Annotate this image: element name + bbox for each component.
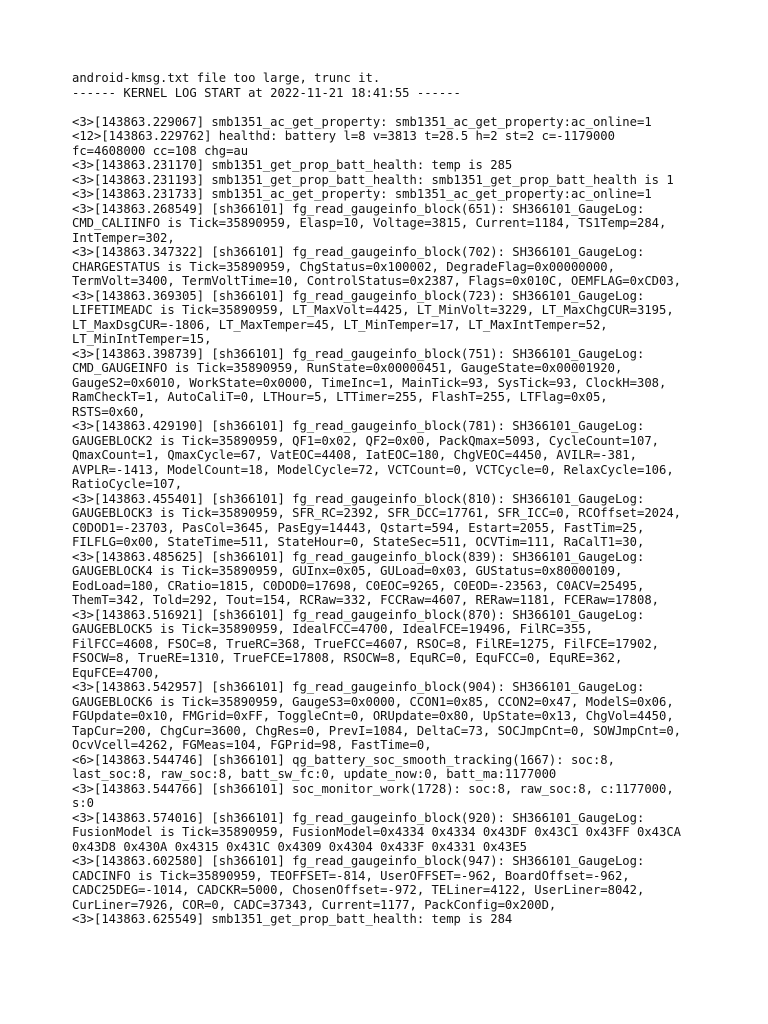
- log-line: fc=4608000 cc=108 chg=au: [72, 143, 249, 158]
- header-line: android-kmsg.txt file too large, trunc it.: [72, 71, 381, 85]
- log-line: EquFCE=4700,: [72, 665, 161, 680]
- log-line: <3>[143863.602580] [sh366101] fg_read_gaugeinfo_block(947): SH366101_GaugeLog:: [72, 854, 645, 868]
- log-line: RamCheckT=1, AutoCaliT=0, LTHour=5, LTTimer=255, FlashT=255, LTFlag=0x05,: [72, 390, 608, 404]
- log-line: <3>[143863.231170] smb1351_get_prop_batt_health: temp is 285: [72, 158, 513, 172]
- log-line: FGUpdate=0x10, FMGrid=0xFF, ToggleCnt=0, ORUpdate=0x80, UpState=0x13, ChgVol=4450,: [72, 709, 674, 723]
- log-line: CADCINFO is Tick=35890959, TEOFFSET=-814, UserOFFSET=-962, BoardOffset=-962,: [72, 868, 630, 883]
- kernel-log-start-line: ------ KERNEL LOG START at 2022-11-21 18:41:55 ------: [72, 85, 461, 100]
- log-line: CADC25DEG=-1014, CADCKR=5000, ChosenOffset=-972, TELiner=4122, UserLiner=8042,: [72, 883, 645, 897]
- log-line: <3>[143863.268549] [sh366101] fg_read_gaugeinfo_block(651): SH366101_GaugeLog:: [72, 201, 645, 216]
- log-line: LT_MaxDsgCUR=-1806, LT_MaxTemper=45, LT_MinTemper=17, LT_MaxIntTemper=52,: [72, 317, 608, 332]
- log-line: CHARGESTATUS is Tick=35890959, ChgStatus=0x100002, DegradeFlag=0x00000000,: [72, 259, 615, 274]
- log-line: GAUGEBLOCK5 is Tick=35890959, IdealFCC=4700, IdealFCE=19496, FilRC=355,: [72, 622, 593, 636]
- log-line: CMD_GAUGEINFO is Tick=35890959, RunState=0x00000451, GaugeState=0x00001920,: [72, 361, 623, 375]
- log-line: <3>[143863.231193] smb1351_get_prop_batt_health: smb1351_get_prop_batt_health is 1: [72, 172, 674, 187]
- log-line: FSOCW=8, TrueRE=1310, TrueFCE=17808, RSOCW=8, EquRC=0, EquFCC=0, EquRE=362,: [72, 651, 623, 665]
- log-line: EodLoad=180, CRatio=1815, C0DOD0=17698, C0EOC=9265, C0EOD=-23563, C0ACV=25495,: [72, 578, 645, 593]
- log-line: IntTemper=302,: [72, 230, 175, 245]
- log-line: <3>[143863.429190] [sh366101] fg_read_gaugeinfo_block(781): SH366101_GaugeLog:: [72, 419, 645, 433]
- log-line: <3>[143863.229067] smb1351_ac_get_property: smb1351_ac_get_property:ac_online=1: [72, 114, 652, 129]
- log-line: FusionModel is Tick=35890959, FusionModel=0x4334 0x4334 0x43DF 0x43C1 0x43FF 0x43CA: [72, 825, 682, 839]
- log-line: QmaxCount=1, QmaxCycle=67, VatEOC=4408, IatEOC=180, ChgVEOC=4450, AVILR=-381,: [72, 448, 637, 462]
- blank-line: [72, 100, 712, 115]
- log-line: <12>[143863.229762] healthd: battery l=8 v=3813 t=28.5 h=2 st=2 c=-1179000: [72, 129, 615, 143]
- log-line: CMD_CALIINFO is Tick=35890959, Elasp=10, Voltage=3815, Current=1184, TS1Temp=284,: [72, 216, 667, 230]
- log-line: TermVolt=3400, TermVoltTime=10, ControlStatus=0x2387, Flags=0x010C, OEMFLAG=0xCD03,: [72, 274, 682, 288]
- log-line: GAUGEBLOCK4 is Tick=35890959, GUInx=0x05, GULoad=0x03, GUStatus=0x80000109,: [72, 564, 623, 578]
- log-line: <3>[143863.485625] [sh366101] fg_read_gaugeinfo_block(839): SH366101_GaugeLog:: [72, 549, 645, 564]
- log-line: CurLiner=7926, COR=0, CADC=37343, Current=1177, PackConfig=0x200D,: [72, 897, 557, 912]
- log-line: <6>[143863.544746] [sh366101] qg_battery_soc_smooth_tracking(1667): soc:8,: [72, 752, 615, 767]
- log-line: <3>[143863.347322] [sh366101] fg_read_gaugeinfo_block(702): SH366101_GaugeLog:: [72, 245, 645, 259]
- log-line: <3>[143863.544766] [sh366101] soc_monitor_work(1728): soc:8, raw_soc:8, c:1177000,: [72, 781, 674, 796]
- log-line: ThemT=342, Told=292, Tout=154, RCRaw=332, FCCRaw=4607, RERaw=1181, FCERaw=17808,: [72, 593, 659, 607]
- log-line: <3>[143863.516921] [sh366101] fg_read_gaugeinfo_block(870): SH366101_GaugeLog:: [72, 607, 645, 622]
- log-line: TapCur=200, ChgCur=3600, ChgRes=0, PrevI=1084, DeltaC=73, SOCJmpCnt=0, SOWJmpCnt=0,: [72, 723, 682, 738]
- log-line: <3>[143863.398739] [sh366101] fg_read_gaugeinfo_block(751): SH366101_GaugeLog:: [72, 346, 645, 361]
- log-line: OcvVcell=4262, FGMeas=104, FGPrid=98, FastTime=0,: [72, 738, 432, 752]
- log-line: GAUGEBLOCK6 is Tick=35890959, GaugeS3=0x0000, CCON1=0x85, CCON2=0x47, ModelS=0x06,: [72, 694, 674, 709]
- log-line: s:0: [72, 796, 95, 810]
- log-line: last_soc:8, raw_soc:8, batt_sw_fc:0, update_now:0, batt_ma:1177000: [72, 767, 557, 781]
- log-line: LIFETIMEADC is Tick=35890959, LT_MaxVolt=4425, LT_MinVolt=3229, LT_MaxChgCUR=3195,: [72, 303, 674, 317]
- log-line: FilFCC=4608, FSOC=8, TrueRC=368, TrueFCC=4607, RSOC=8, FilRE=1275, FilFCE=17902,: [72, 636, 659, 651]
- log-line: <3>[143863.574016] [sh366101] fg_read_gaugeinfo_block(920): SH366101_GaugeLog:: [72, 810, 645, 825]
- log-line: 0x43D8 0x430A 0x4315 0x431C 0x4309 0x4304 0x433F 0x4331 0x43E5: [72, 839, 527, 854]
- log-line: AVPLR=-1413, ModelCount=18, ModelCycle=72, VCTCount=0, VCTCycle=0, RelaxCycle=106,: [72, 462, 674, 477]
- log-line: GAUGEBLOCK3 is Tick=35890959, SFR_RC=2392, SFR_DCC=17761, SFR_ICC=0, RCOffset=2024,: [72, 506, 682, 520]
- log-line: <3>[143863.542957] [sh366101] fg_read_gaugeinfo_block(904): SH366101_GaugeLog:: [72, 680, 645, 694]
- log-line: GaugeS2=0x6010, WorkState=0x0000, TimeInc=1, MainTick=93, SysTick=93, ClockH=308,: [72, 375, 667, 390]
- log-line: <3>[143863.625549] smb1351_get_prop_batt_health: temp is 284: [72, 912, 513, 926]
- log-lines: [72, 115, 712, 927]
- log-line: RatioCycle=107,: [72, 477, 183, 491]
- log-line: C0DOD1=-23703, PasCol=3645, PasEgy=14443, Qstart=594, Estart=2055, FastTim=25,: [72, 520, 645, 535]
- log-line: LT_MinIntTemper=15,: [72, 332, 212, 346]
- log-line: <3>[143863.231733] smb1351_ac_get_property: smb1351_ac_get_property:ac_online=1: [72, 187, 652, 201]
- log-line: GAUGEBLOCK2 is Tick=35890959, QF1=0x02, QF2=0x00, PackQmax=5093, CycleCount=107,: [72, 433, 659, 448]
- log-line: FILFLG=0x00, StateTime=511, StateHour=0, StateSec=511, OCVTim=111, RaCalT1=30,: [72, 535, 645, 549]
- log-document: [72, 71, 712, 927]
- log-line: RSTS=0x60,: [72, 404, 146, 419]
- log-line: <3>[143863.455401] [sh366101] fg_read_gaugeinfo_block(810): SH366101_GaugeLog:: [72, 491, 645, 506]
- log-line: <3>[143863.369305] [sh366101] fg_read_gaugeinfo_block(723): SH366101_GaugeLog:: [72, 288, 645, 303]
